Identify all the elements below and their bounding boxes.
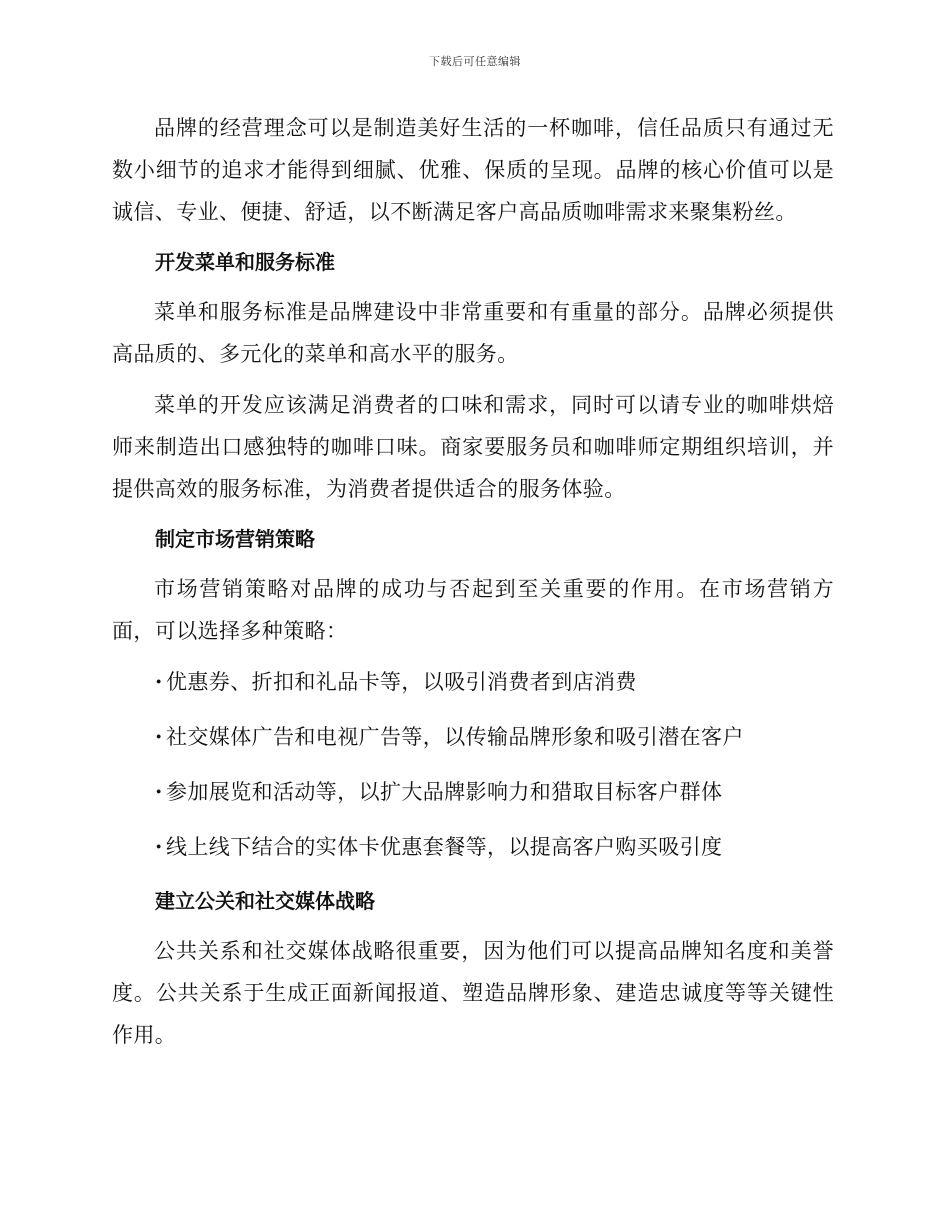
paragraph-marketing-intro: 市场营销策略对品牌的成功与否起到至关重要的作用。在市场营销方面，可以选择多种策略： (112, 577, 834, 643)
document-body (112, 107, 834, 1065)
paragraph-pr-social: 公共关系和社交媒体战略很重要，因为他们可以提高品牌知名度和美誉度。公共关系于生成正面新闻报道、塑造品牌形象、建造忠诚度等等关键性作用。 (112, 939, 834, 1047)
section-heading-menu-service: 开发菜单和服务标准 (155, 250, 335, 274)
bullet-icon: · (155, 779, 163, 804)
list-item-text: 线上线下结合的实体卡优惠套餐等，以提高客户购买吸引度 (166, 835, 723, 859)
section-heading-pr-social: 建立公关和社交媒体战略 (155, 889, 375, 913)
bullet-icon: · (155, 724, 163, 749)
list-item-text: 参加展览和活动等，以扩大品牌影响力和猎取目标客户群体 (166, 780, 723, 804)
list-item-text: 优惠券、折扣和礼品卡等，以吸引消费者到店消费 (166, 670, 637, 694)
bullet-icon: · (155, 834, 163, 859)
list-item (112, 716, 834, 758)
list-item-text: 社交媒体广告和电视广告等，以传输品牌形象和吸引潜在客户 (166, 725, 744, 749)
paragraph-menu-development: 菜单的开发应该满足消费者的口味和需求，同时可以请专业的咖啡烘焙师来制造出口感独特的咖啡口味。商家要服务员和咖啡师定期组织培训，并提供高效的服务标准，为消费者提供适合的服务体验。 (112, 393, 834, 501)
bullet-icon: · (155, 669, 163, 694)
page-header: 下载后可任意编辑 (429, 55, 521, 68)
paragraph-brand-philosophy: 品牌的经营理念可以是制造美好生活的一杯咖啡，信任品质只有通过无数小细节的追求才能得到细腻、优雅、保质的呈现。品牌的核心价值可以是诚信、专业、便捷、舒适，以不断满足客户高品质咖啡需求来聚集粉丝。 (112, 116, 834, 224)
list-item (112, 661, 834, 703)
paragraph-menu-standards: 菜单和服务标准是品牌建设中非常重要和有重量的部分。品牌必须提供高品质的、多元化的菜单和高水平的服务。 (112, 300, 834, 366)
list-item (112, 771, 834, 813)
section-heading-marketing: 制定市场营销策略 (155, 527, 315, 551)
list-item (112, 826, 834, 868)
